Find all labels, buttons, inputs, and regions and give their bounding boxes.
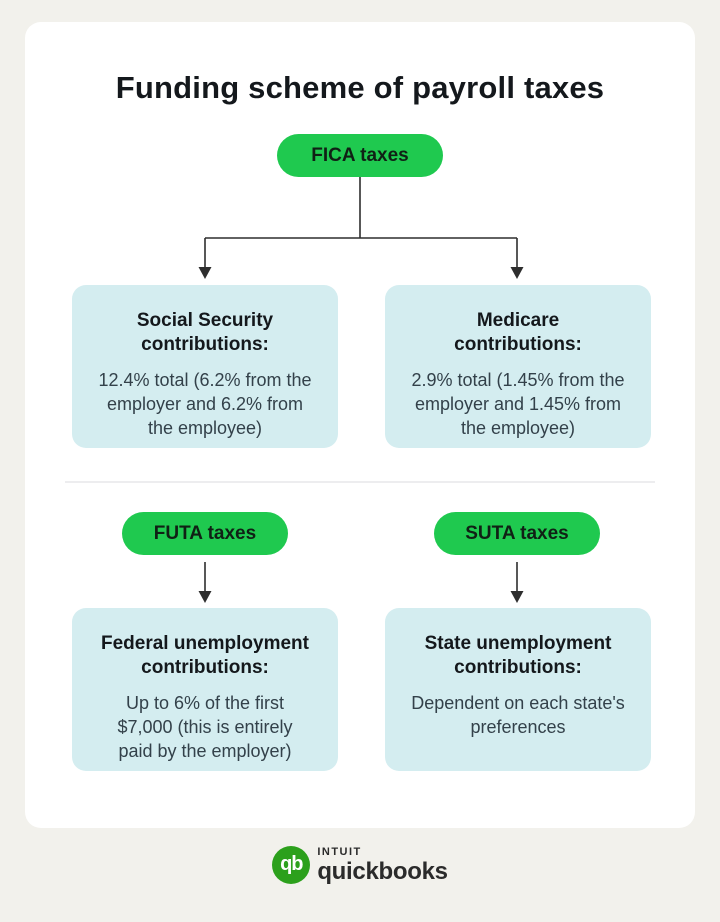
fica-taxes-pill-label: FICA taxes: [311, 144, 409, 166]
futa-taxes-pill-label: FUTA taxes: [153, 522, 257, 544]
infographic-card: [25, 22, 695, 828]
federal-unemployment-box-body: Up to 6% of the first $7,000 (this is entirely paid by the employer): [117, 692, 293, 761]
quickbooks-icon-text: qb: [280, 852, 303, 875]
arrowhead-down-icon: [511, 267, 524, 279]
social-security-box-heading: Social Security contributions:: [136, 310, 274, 356]
arrowhead-down-icon: [199, 267, 212, 279]
social-security-box-body: 12.4% total (6.2% from the employer and 6.2% from the employee): [98, 369, 312, 438]
futa-taxes-pill: [122, 512, 288, 555]
federal-unemployment-box: [72, 608, 338, 771]
page-title: Funding scheme of payroll taxes: [115, 70, 605, 105]
brand-wordmark: [317, 847, 447, 884]
medicare-box: [385, 285, 651, 448]
social-security-box: [72, 285, 338, 448]
intuit-wordmark: INTUIT: [317, 845, 362, 858]
state-unemployment-box: [385, 608, 651, 771]
arrowhead-down-icon: [511, 591, 524, 603]
quickbooks-wordmark: quickbooks: [317, 857, 448, 885]
fica-taxes-pill: [277, 134, 443, 177]
quickbooks-logo: [0, 846, 720, 884]
medicare-box-body: 2.9% total (1.45% from the employer and 1.45% from the employee): [411, 369, 625, 438]
medicare-box-heading: Medicare contributions:: [454, 310, 582, 356]
section-divider: [65, 481, 655, 483]
futa-arrow-connector: [197, 555, 213, 608]
fica-branch-connector: [25, 177, 695, 287]
suta-taxes-pill-label: SUTA taxes: [465, 522, 569, 544]
state-unemployment-box-body: Dependent on each state's preferences: [411, 692, 625, 737]
federal-unemployment-box-heading: Federal unemployment contributions:: [101, 633, 309, 679]
quickbooks-icon: [272, 846, 310, 884]
arrowhead-down-icon: [199, 591, 212, 603]
suta-taxes-pill: [434, 512, 600, 555]
state-unemployment-box-heading: State unemployment contributions:: [424, 633, 612, 679]
suta-arrow-connector: [509, 555, 525, 608]
